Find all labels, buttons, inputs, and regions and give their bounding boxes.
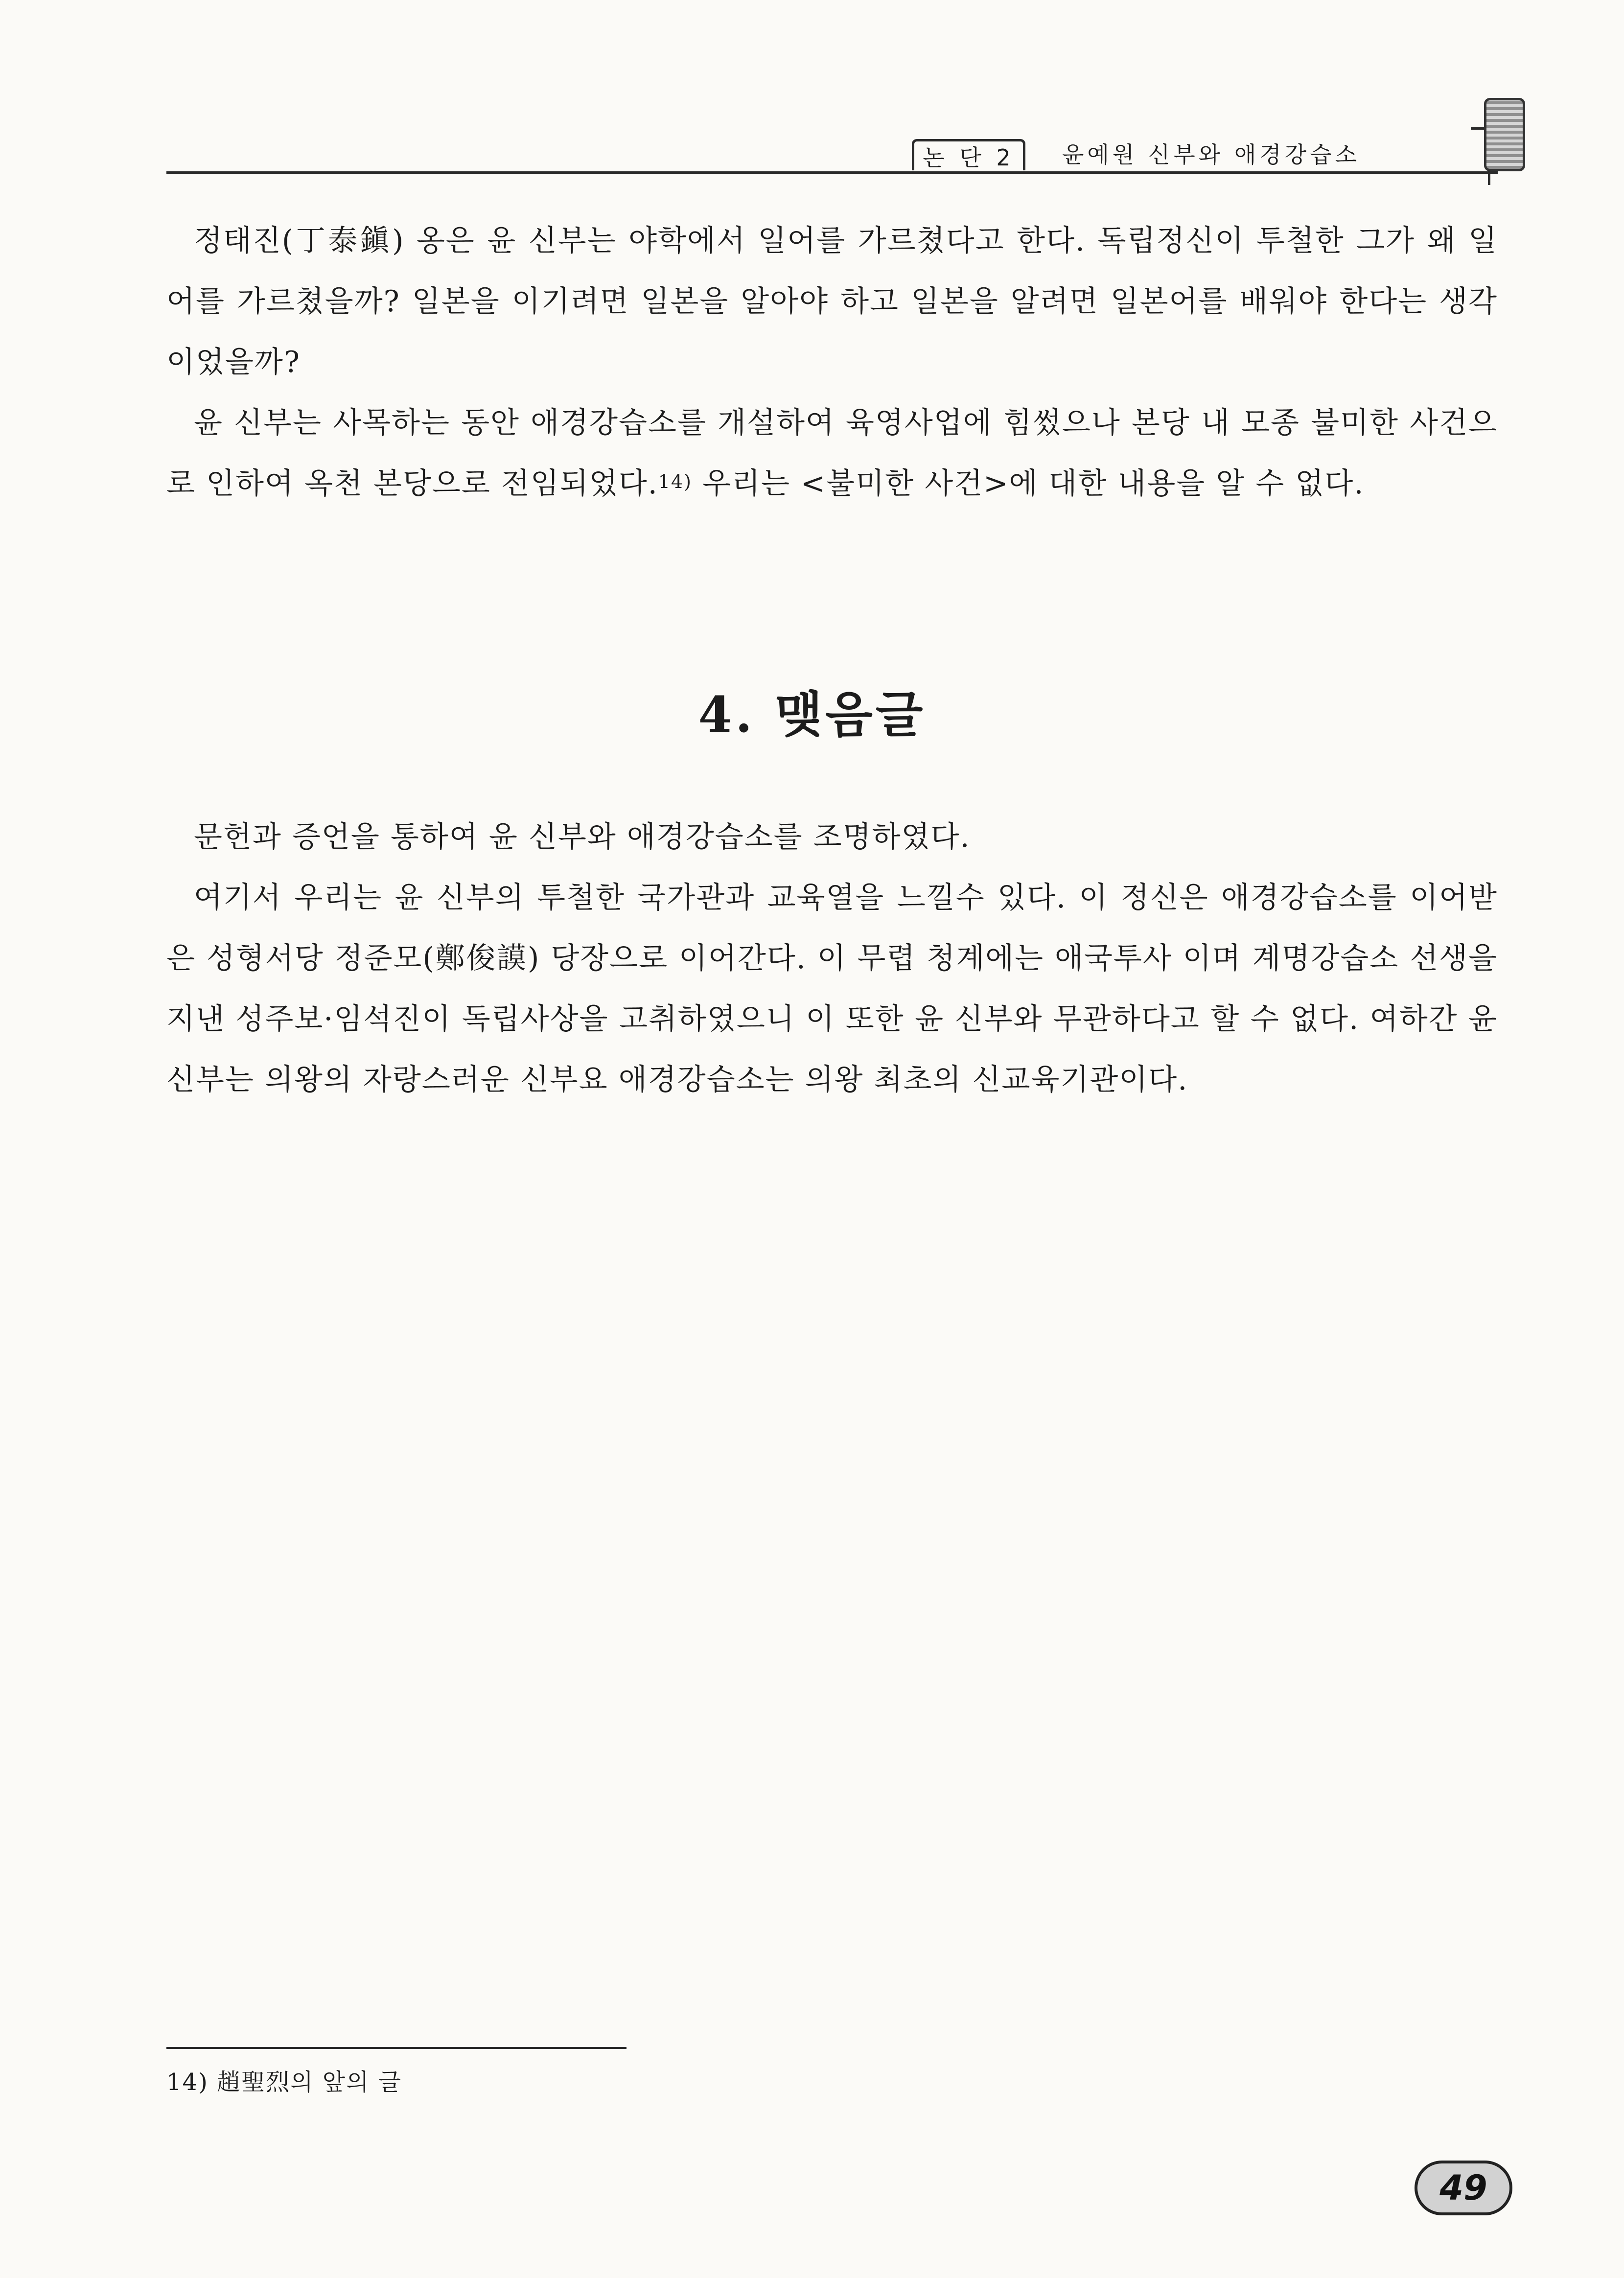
page-tab-marker — [1484, 98, 1525, 171]
header-section-label: 논 단 2 — [912, 139, 1025, 170]
header-rule — [166, 171, 1498, 174]
footnote-rule — [166, 2047, 626, 2049]
running-header-title: 윤예원 신부와 애경강습소 — [1062, 141, 1361, 168]
body-paragraph-1: 정태진(丁泰鎭) 옹은 윤 신부는 야학에서 일어를 가르쳤다고 한다. 독립정신이 투철한 그가 왜 일어를 가르쳤을까? 일본을 이기려면 일본을 알아야 하고 일본을 알려면 일본어를 배워야 한다는 생각이었을까? — [166, 224, 1498, 379]
footnote-reference[interactable]: 14) — [658, 471, 692, 492]
conclusion-paragraph-2: 여기서 우리는 윤 신부의 투철한 국가관과 교육열을 느낄수 있다. 이 정신은 애경강습소를 이어받은 성형서당 정준모(鄭俊謨) 당장으로 이어간다. 이 무렵 청계에는 애국투사 이며 계명강습소 선생을 지낸 성주보·임석진이 독립사상을 고취하였으니 이 또한 윤 신부와 무관하다고 할 수 없다. 여하간 윤 신부는 의왕의 자랑스러운 신부요 애경강습소는 의왕 최초의 신교육기관이다. — [166, 881, 1498, 1097]
body-paragraph-2 — [166, 393, 1498, 514]
body-paragraph-2-tail: 우리는 <불미한 사건>에 대한 내용을 알 수 없다. — [692, 466, 1365, 501]
conclusion-paragraph-1: 문헌과 증언을 통하여 윤 신부와 애경강습소를 조명하였다. — [194, 820, 971, 854]
section-heading: 4. 맺음글 — [698, 686, 926, 744]
body-paragraph-2-text: 윤 신부는 사목하는 동안 애경강습소를 개설하여 육영사업에 힘썼으나 본당 내 모종 불미한 사건으로 인하여 옥천 본당으로 전임되었다. — [166, 406, 1498, 501]
header-tab-hook — [1488, 170, 1490, 185]
page-number-badge: 49 — [1415, 2161, 1512, 2215]
footnote-14: 14) 趙聖烈의 앞의 글 — [166, 2069, 402, 2096]
header-tab-tick — [1471, 127, 1485, 130]
